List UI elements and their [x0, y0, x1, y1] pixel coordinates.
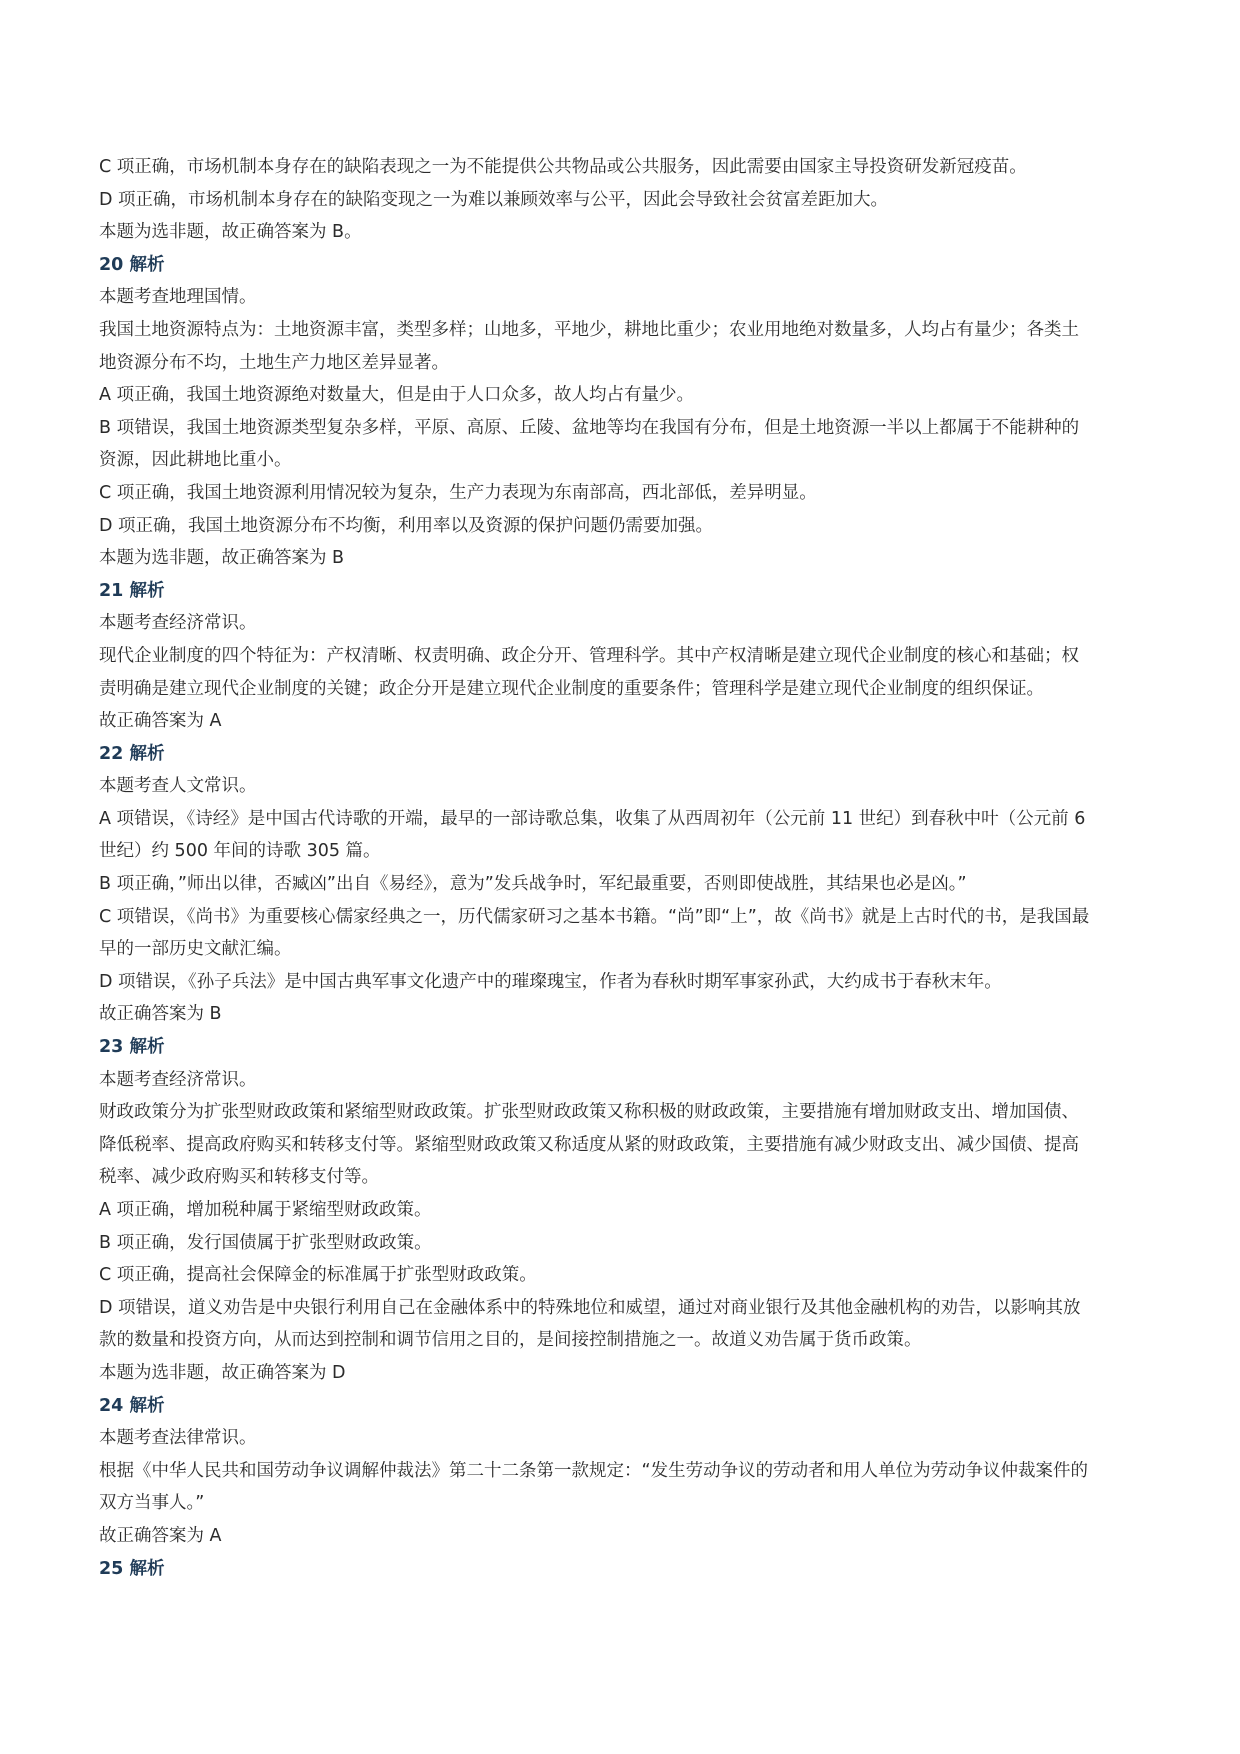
text-line: 责明确是建立现代企业制度的关键；政企分开是建立现代企业制度的重要条件；管理科学是建立现代企业制度的组织保证。	[99, 678, 1044, 699]
text-line: C 项错误，《尚书》为重要核心儒家经典之一，历代儒家研习之基本书籍。“尚”即“上”，故《尚书》就是上古时代的书，是我国最	[99, 906, 1090, 927]
text-line: 资源，因此耕地比重小。	[99, 450, 292, 471]
text-line: 财政政策分为扩张型财政政策和紧缩型财政政策。扩张型财政政策又称积极的财政政策，主要措施有增加财政支出、增加国债、	[99, 1102, 1079, 1123]
paragraph	[99, 966, 1145, 999]
text-line: 双方当事人。”	[99, 1493, 205, 1514]
paragraph	[99, 151, 1145, 184]
paragraph	[99, 510, 1145, 543]
text-line: 故正确答案为 A	[99, 1525, 222, 1546]
text-line: 地资源分布不均，土地生产力地区差异显著。	[99, 352, 449, 373]
text-line: B 项正确，”师出以律，否臧凶”出自《易经》，意为”发兵战争时，军纪最重要，否则即使战胜，其结果也必是凶。”	[99, 874, 967, 895]
text-line: A 项错误，《诗经》是中国古代诗歌的开端，最早的一部诗歌总集，收集了从西周初年（公元前 11 世纪）到春秋中叶（公元前 6	[99, 808, 1086, 829]
text-line: 故正确答案为 B	[99, 1004, 222, 1025]
text-line: C 项正确，我国土地资源利用情况较为复杂，生产力表现为东南部高，西北部低，差异明显。	[99, 482, 817, 503]
text-line: C 项正确，提高社会保障金的标准属于扩张型财政政策。	[99, 1265, 537, 1286]
text-line: 世纪）约 500 年间的诗歌 305 篇。	[99, 841, 381, 862]
paragraph	[99, 640, 1145, 705]
text-line: 本题考查经济常识。	[99, 613, 257, 634]
paragraph	[99, 1259, 1145, 1292]
paragraph	[99, 1520, 1145, 1553]
text-line: 我国土地资源特点为：土地资源丰富，类型多样；山地多，平地少，耕地比重少；农业用地绝对数量多，人均占有量少；各类土	[99, 319, 1079, 340]
text-line: 本题考查经济常识。	[99, 1069, 257, 1090]
paragraph	[99, 1227, 1145, 1260]
section-heading	[99, 249, 1145, 282]
paragraph	[99, 868, 1145, 901]
text-line: D 项错误，道义劝告是中央银行利用自己在金融体系中的特殊地位和威望，通过对商业银行及其他金融机构的劝告，以影响其放	[99, 1297, 1081, 1318]
paragraph	[99, 412, 1145, 477]
answer-explanations	[99, 151, 1145, 1585]
paragraph	[99, 1096, 1145, 1194]
paragraph	[99, 216, 1145, 249]
text-line: 早的一部历史文献汇编。	[99, 939, 292, 960]
text-line: 20 解析	[99, 254, 165, 275]
text-line: 本题考查地理国情。	[99, 287, 257, 308]
paragraph	[99, 1064, 1145, 1097]
paragraph	[99, 1422, 1145, 1455]
paragraph	[99, 1455, 1145, 1520]
text-line: 故正确答案为 A	[99, 711, 222, 732]
paragraph	[99, 1194, 1145, 1227]
section-heading	[99, 738, 1145, 771]
section-heading	[99, 575, 1145, 608]
text-line: 25 解析	[99, 1558, 165, 1579]
text-line: C 项正确，市场机制本身存在的缺陷表现之一为不能提供公共物品或公共服务，因此需要由国家主导投资研发新冠疫苗。	[99, 157, 1027, 177]
text-line: D 项正确，市场机制本身存在的缺陷变现之一为难以兼顾效率与公平，因此会导致社会贫富差距加大。	[99, 189, 889, 210]
paragraph	[99, 281, 1145, 314]
text-line: A 项正确，我国土地资源绝对数量大，但是由于人口众多，故人均占有量少。	[99, 385, 695, 406]
paragraph	[99, 477, 1145, 510]
section-heading	[99, 1553, 1145, 1586]
section-heading	[99, 1390, 1145, 1423]
text-line: 降低税率、提高政府购买和转移支付等。紧缩型财政政策又称适度从紧的财政政策，主要措施有减少财政支出、减少国债、提高	[99, 1134, 1079, 1155]
paragraph	[99, 705, 1145, 738]
paragraph	[99, 542, 1145, 575]
text-line: 现代企业制度的四个特征为：产权清晰、权责明确、政企分开、管理科学。其中产权清晰是建立现代企业制度的核心和基础；权	[99, 645, 1079, 666]
paragraph	[99, 803, 1145, 868]
text-line: 税率、减少政府购买和转移支付等。	[99, 1167, 379, 1188]
text-line: 本题考查人文常识。	[99, 776, 257, 797]
paragraph	[99, 1357, 1145, 1390]
text-line: A 项正确，增加税种属于紧缩型财政政策。	[99, 1200, 432, 1220]
paragraph	[99, 314, 1145, 379]
paragraph	[99, 1292, 1145, 1357]
section-heading	[99, 1031, 1145, 1064]
text-line: B 项正确，发行国债属于扩张型财政政策。	[99, 1232, 432, 1253]
text-line: 款的数量和投资方向，从而达到控制和调节信用之目的，是间接控制措施之一。故道义劝告属于货币政策。	[99, 1330, 922, 1351]
paragraph	[99, 770, 1145, 803]
text-line: 本题为选非题，故正确答案为 D	[99, 1362, 346, 1383]
paragraph	[99, 901, 1145, 966]
text-line: 本题为选非题，故正确答案为 B。	[99, 222, 362, 243]
text-line: 本题考查法律常识。	[99, 1428, 257, 1449]
paragraph	[99, 607, 1145, 640]
text-line: 22 解析	[99, 743, 165, 764]
text-line: B 项错误，我国土地资源类型复杂多样，平原、高原、丘陵、盆地等均在我国有分布，但是土地资源一半以上都属于不能耕种的	[99, 417, 1080, 438]
text-line: 23 解析	[99, 1037, 165, 1058]
text-line: 21 解析	[99, 580, 165, 601]
paragraph	[99, 184, 1145, 217]
text-line: 根据《中华人民共和国劳动争议调解仲裁法》第二十二条第一款规定：“发生劳动争议的劳动者和用人单位为劳动争议仲裁案件的	[99, 1460, 1089, 1481]
paragraph	[99, 379, 1145, 412]
text-line: 本题为选非题，故正确答案为 B	[99, 548, 345, 569]
paragraph	[99, 998, 1145, 1031]
text-line: 24 解析	[99, 1395, 165, 1416]
text-line: D 项正确，我国土地资源分布不均衡，利用率以及资源的保护问题仍需要加强。	[99, 515, 714, 536]
text-line: D 项错误，《孙子兵法》是中国古典军事文化遗产中的璀璨瑰宝，作者为春秋时期军事家孙武，大约成书于春秋末年。	[99, 971, 1002, 992]
